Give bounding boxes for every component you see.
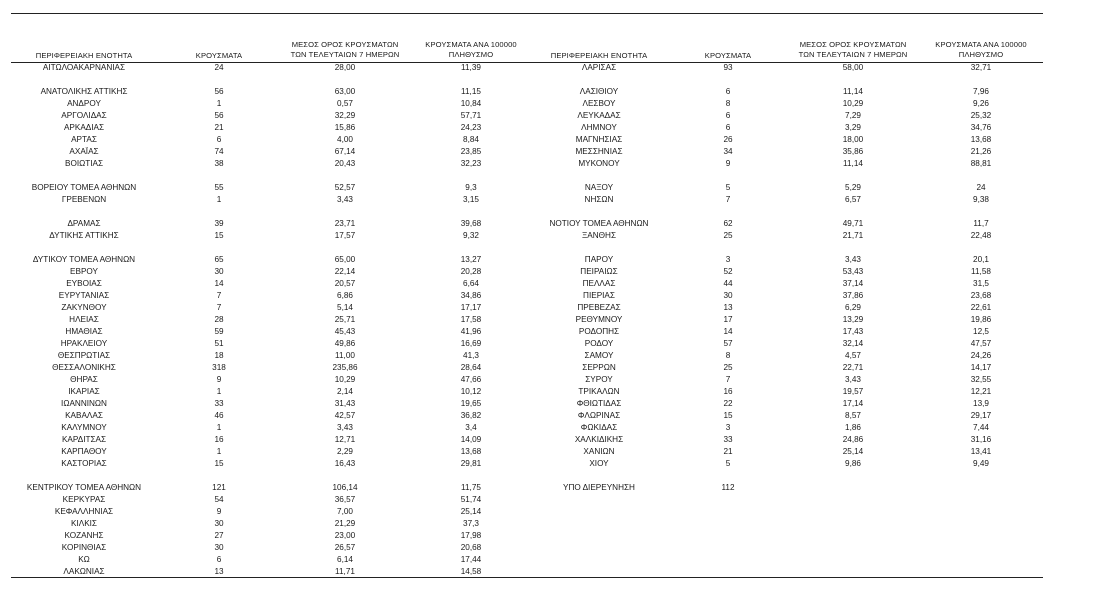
cell-region: ΒΟΡΕΙΟΥ ΤΟΜΕΑ ΑΘΗΝΩΝ xyxy=(31,183,137,192)
cell-region: ΕΥΡΥΤΑΝΙΑΣ xyxy=(58,291,110,300)
cell-region: ΑΝΔΡΟΥ xyxy=(67,99,101,108)
cell-region: ΚΑΣΤΟΡΙΑΣ xyxy=(61,459,107,468)
cell-avg: 2,14 xyxy=(337,387,353,396)
cell-cases: 6 xyxy=(725,87,731,96)
cell-region: ΗΜΑΘΙΑΣ xyxy=(65,327,103,336)
cell-cases: 26 xyxy=(723,135,733,144)
cell-cases: 15 xyxy=(723,411,733,420)
cell-cases: 27 xyxy=(214,531,224,540)
cell-region: ΡΟΔΟΠΗΣ xyxy=(578,327,620,336)
header-per100k-line1: ΚΡΟΥΣΜΑΤΑ ΑΝΑ 100000 xyxy=(935,40,1027,49)
cell-cases: 1 xyxy=(216,195,222,204)
cell-region: ΘΕΣΠΡΩΤΙΑΣ xyxy=(57,351,111,360)
cell-cases: 54 xyxy=(214,495,224,504)
cell-per100k: 39,68 xyxy=(460,219,482,228)
cell-avg: 6,29 xyxy=(845,303,861,312)
cell-avg: 17,57 xyxy=(334,231,356,240)
cell-avg: 7,00 xyxy=(337,507,353,516)
cell-per100k: 11,58 xyxy=(971,267,991,276)
cell-avg: 20,43 xyxy=(334,159,356,168)
cell-region: ΘΗΡΑΣ xyxy=(70,375,98,384)
cell-avg: 22,71 xyxy=(842,363,864,372)
cell-cases: 14 xyxy=(723,327,733,336)
cell-cases: 18 xyxy=(214,351,224,360)
cell-avg: 26,57 xyxy=(334,543,356,552)
cell-region: ΒΟΙΩΤΙΑΣ xyxy=(64,159,104,168)
cell-avg: 3,43 xyxy=(337,423,353,432)
cell-region: ΕΒΡΟΥ xyxy=(70,267,98,276)
cell-per100k: 17,98 xyxy=(460,531,482,540)
cell-per100k: 20,68 xyxy=(460,543,482,552)
cell-cases: 5 xyxy=(725,183,731,192)
cell-cases: 34 xyxy=(723,147,733,156)
cell-avg: 4,57 xyxy=(845,351,861,360)
cell-region: ΛΑΡΙΣΑΣ xyxy=(581,63,617,72)
cell-region: ΛΕΥΚΑΔΑΣ xyxy=(577,111,621,120)
cell-cases: 56 xyxy=(214,87,224,96)
cell-cases: 6 xyxy=(725,123,731,132)
header-per100k-line1: ΚΡΟΥΣΜΑΤΑ ΑΝΑ 100000 xyxy=(425,40,517,49)
cell-region: ΛΗΜΝΟΥ xyxy=(581,123,617,132)
cell-per100k: 22,48 xyxy=(970,231,992,240)
cell-avg: 106,14 xyxy=(332,483,358,492)
cell-cases: 46 xyxy=(214,411,224,420)
cell-per100k: 32,71 xyxy=(970,63,992,72)
cell-per100k: 11,15 xyxy=(461,87,481,96)
cell-avg: 16,43 xyxy=(334,459,356,468)
header-separator-line xyxy=(11,62,1043,63)
cell-per100k: 14,58 xyxy=(460,567,482,576)
cell-per100k: 7,96 xyxy=(973,87,989,96)
cell-cases: 93 xyxy=(723,63,733,72)
cell-avg: 36,57 xyxy=(334,495,356,504)
cell-avg: 17,14 xyxy=(842,399,864,408)
cell-region: ΦΩΚΙΔΑΣ xyxy=(580,423,618,432)
cell-per100k: 9,32 xyxy=(463,231,479,240)
cell-region: ΠΡΕΒΕΖΑΣ xyxy=(577,303,621,312)
cell-avg: 23,71 xyxy=(334,219,356,228)
cell-cases: 38 xyxy=(214,159,224,168)
header-region: ΠΕΡΙΦΕΡΕΙΑΚΗ ΕΝΟΤΗΤΑ xyxy=(550,51,648,60)
cell-cases: 6 xyxy=(725,111,731,120)
cell-per100k: 13,9 xyxy=(973,399,989,408)
cell-avg: 11,71 xyxy=(335,567,355,576)
cell-avg: 6,14 xyxy=(337,555,353,564)
cell-cases: 17 xyxy=(723,315,733,324)
cell-cases: 55 xyxy=(214,183,224,192)
cell-cases: 74 xyxy=(214,147,224,156)
cell-cases: 112 xyxy=(721,483,735,492)
cell-cases: 39 xyxy=(214,219,224,228)
cell-per100k: 23,85 xyxy=(460,147,482,156)
cell-region: ΚΕΝΤΡΙΚΟΥ ΤΟΜΕΑ ΑΘΗΝΩΝ xyxy=(26,483,142,492)
cell-per100k: 9,49 xyxy=(973,459,989,468)
cell-avg: 28,00 xyxy=(334,63,356,72)
cell-region: ΧΙΟΥ xyxy=(589,459,609,468)
cell-avg: 20,57 xyxy=(334,279,356,288)
cell-avg: 21,71 xyxy=(842,231,864,240)
cell-per100k: 34,86 xyxy=(460,291,482,300)
cell-cases: 16 xyxy=(214,435,224,444)
cell-avg: 25,71 xyxy=(334,315,356,324)
cell-cases: 8 xyxy=(725,351,731,360)
cell-region: ΓΡΕΒΕΝΩΝ xyxy=(61,195,107,204)
cell-cases: 1 xyxy=(216,423,222,432)
cell-region: ΑΡΤΑΣ xyxy=(71,135,97,144)
cell-avg: 21,29 xyxy=(334,519,356,528)
cell-avg: 6,86 xyxy=(337,291,353,300)
cell-cases: 51 xyxy=(214,339,224,348)
cell-cases: 13 xyxy=(723,303,733,312)
cell-cases: 65 xyxy=(214,255,224,264)
cell-per100k: 29,17 xyxy=(970,411,992,420)
cell-per100k: 25,32 xyxy=(970,111,992,120)
cell-per100k: 14,09 xyxy=(460,435,482,444)
cell-region: ΥΠΟ ΔΙΕΡΕΥΝΗΣΗ xyxy=(563,483,635,492)
cell-cases: 33 xyxy=(214,399,224,408)
cell-per100k: 17,58 xyxy=(460,315,482,324)
cell-region: ΠΕΛΛΑΣ xyxy=(582,279,616,288)
cell-region: ΛΑΚΩΝΙΑΣ xyxy=(63,567,105,576)
cell-cases: 15 xyxy=(214,459,224,468)
header-per100k-line2: ΠΛΗΘΥΣΜΟ xyxy=(958,50,1004,59)
cell-cases: 15 xyxy=(214,231,224,240)
cell-avg: 10,29 xyxy=(842,99,864,108)
cell-per100k: 11,39 xyxy=(461,63,481,72)
cell-avg: 0,57 xyxy=(337,99,353,108)
cell-region: ΖΑΚΥΝΘΟΥ xyxy=(61,303,107,312)
cell-region: ΗΛΕΙΑΣ xyxy=(69,315,99,324)
cell-cases: 44 xyxy=(723,279,733,288)
cell-region: ΜΕΣΣΗΝΙΑΣ xyxy=(575,147,623,156)
cell-avg: 45,43 xyxy=(334,327,356,336)
header-per100k-line2: ΠΛΗΘΥΣΜΟ xyxy=(448,50,494,59)
cell-avg: 32,14 xyxy=(842,339,864,348)
cell-avg: 2,29 xyxy=(337,447,353,456)
cell-region: ΝΑΞΟΥ xyxy=(584,183,614,192)
cell-cases: 30 xyxy=(214,543,224,552)
cell-avg: 32,29 xyxy=(334,111,356,120)
cell-per100k: 20,28 xyxy=(460,267,482,276)
cell-avg: 7,29 xyxy=(845,111,861,120)
cell-per100k: 88,81 xyxy=(970,159,992,168)
cell-per100k: 29,81 xyxy=(460,459,482,468)
cell-avg: 11,14 xyxy=(843,159,863,168)
cell-avg: 18,00 xyxy=(842,135,864,144)
cell-cases: 62 xyxy=(723,219,733,228)
cell-avg: 12,71 xyxy=(334,435,356,444)
cell-cases: 33 xyxy=(723,435,733,444)
cell-avg: 58,00 xyxy=(842,63,864,72)
cell-cases: 59 xyxy=(214,327,224,336)
cell-region: ΜΥΚΟΝΟΥ xyxy=(578,159,620,168)
cell-cases: 28 xyxy=(214,315,224,324)
cell-per100k: 19,65 xyxy=(460,399,482,408)
cell-per100k: 24 xyxy=(976,183,986,192)
cell-avg: 15,86 xyxy=(334,123,356,132)
cell-avg: 22,14 xyxy=(334,267,356,276)
cell-region: ΑΡΓΟΛΙΔΑΣ xyxy=(61,111,107,120)
cell-per100k: 10,12 xyxy=(460,387,482,396)
cell-cases: 30 xyxy=(723,291,733,300)
cell-region: ΦΛΩΡΙΝΑΣ xyxy=(577,411,621,420)
cell-region: ΠΙΕΡΙΑΣ xyxy=(583,291,615,300)
cell-region: ΚΑΛΥΜΝΟΥ xyxy=(61,423,107,432)
cell-cases: 3 xyxy=(725,423,731,432)
cell-per100k: 12,21 xyxy=(970,387,992,396)
cell-avg: 17,43 xyxy=(842,327,864,336)
cell-region: ΦΘΙΩΤΙΔΑΣ xyxy=(576,399,622,408)
bottom-border-line xyxy=(11,577,1043,578)
cell-avg: 11,00 xyxy=(335,351,355,360)
cell-region: ΙΩΑΝΝΙΝΩΝ xyxy=(61,399,107,408)
cell-region: ΧΑΛΚΙΔΙΚΗΣ xyxy=(574,435,624,444)
top-border-line xyxy=(11,13,1043,14)
cell-region: ΚΩ xyxy=(78,555,90,564)
cell-per100k: 41,3 xyxy=(463,351,479,360)
cell-region: ΚΕΡΚΥΡΑΣ xyxy=(62,495,106,504)
cell-per100k: 17,44 xyxy=(460,555,482,564)
cell-cases: 14 xyxy=(214,279,224,288)
cell-region: ΚΑΡΠΑΘΟΥ xyxy=(61,447,107,456)
cell-region: ΡΕΘΥΜΝΟΥ xyxy=(575,315,623,324)
cell-cases: 1 xyxy=(216,447,222,456)
cell-per100k: 28,64 xyxy=(460,363,482,372)
cell-region: ΚΑΡΔΙΤΣΑΣ xyxy=(61,435,107,444)
cell-region: ΘΕΣΣΑΛΟΝΙΚΗΣ xyxy=(52,363,116,372)
cell-region: ΚΑΒΑΛΑΣ xyxy=(65,411,103,420)
cell-per100k: 32,23 xyxy=(460,159,482,168)
cell-per100k: 34,76 xyxy=(970,123,992,132)
cell-region: ΑΡΚΑΔΙΑΣ xyxy=(63,123,105,132)
cell-cases: 1 xyxy=(216,99,222,108)
cell-avg: 3,43 xyxy=(337,195,353,204)
cell-per100k: 10,84 xyxy=(460,99,482,108)
cell-avg: 24,86 xyxy=(842,435,864,444)
cell-per100k: 24,23 xyxy=(460,123,482,132)
cell-avg: 9,86 xyxy=(845,459,861,468)
cell-avg: 3,29 xyxy=(845,123,861,132)
cell-region: ΑΝΑΤΟΛΙΚΗΣ ΑΤΤΙΚΗΣ xyxy=(40,87,128,96)
cell-region: ΗΡΑΚΛΕΙΟΥ xyxy=(60,339,108,348)
cell-cases: 30 xyxy=(214,519,224,528)
cell-per100k: 51,74 xyxy=(460,495,482,504)
cell-per100k: 7,44 xyxy=(973,423,989,432)
cell-per100k: 13,27 xyxy=(460,255,482,264)
cell-per100k: 11,7 xyxy=(973,219,989,228)
cell-region: ΚΟΡΙΝΘΙΑΣ xyxy=(61,543,107,552)
cell-region: ΛΕΣΒΟΥ xyxy=(582,99,616,108)
cell-avg: 3,43 xyxy=(845,375,861,384)
cell-avg: 235,86 xyxy=(332,363,358,372)
cell-cases: 21 xyxy=(723,447,733,456)
cell-cases: 7 xyxy=(725,195,731,204)
cell-per100k: 47,66 xyxy=(460,375,482,384)
cell-per100k: 23,68 xyxy=(970,291,992,300)
cell-region: ΠΕΙΡΑΙΩΣ xyxy=(580,267,618,276)
cell-cases: 8 xyxy=(725,99,731,108)
cell-cases: 25 xyxy=(723,231,733,240)
cell-per100k: 21,26 xyxy=(970,147,992,156)
header-cases: ΚΡΟΥΣΜΑΤΑ xyxy=(195,51,243,60)
cell-cases: 1 xyxy=(216,387,222,396)
cell-region: ΣΑΜΟΥ xyxy=(584,351,614,360)
cell-cases: 9 xyxy=(216,375,222,384)
cell-per100k: 16,69 xyxy=(460,339,482,348)
cell-per100k: 36,82 xyxy=(460,411,482,420)
cell-per100k: 8,84 xyxy=(463,135,479,144)
cell-cases: 13 xyxy=(214,567,224,576)
cell-region: ΔΥΤΙΚΟΥ ΤΟΜΕΑ ΑΘΗΝΩΝ xyxy=(32,255,136,264)
cell-per100k: 9,3 xyxy=(465,183,477,192)
cell-region: ΑΧΑΪΑΣ xyxy=(69,147,99,156)
cell-per100k: 24,26 xyxy=(970,351,992,360)
cell-avg: 31,43 xyxy=(334,399,356,408)
cell-cases: 5 xyxy=(725,459,731,468)
cell-cases: 318 xyxy=(212,363,226,372)
cell-region: ΔΡΑΜΑΣ xyxy=(67,219,101,228)
header-avg-line1: ΜΕΣΟΣ ΟΡΟΣ ΚΡΟΥΣΜΑΤΩΝ xyxy=(291,40,399,49)
cell-cases: 7 xyxy=(216,291,222,300)
cell-per100k: 14,17 xyxy=(970,363,992,372)
cell-per100k: 9,38 xyxy=(973,195,989,204)
header-region: ΠΕΡΙΦΕΡΕΙΑΚΗ ΕΝΟΤΗΤΑ xyxy=(35,51,133,60)
cell-per100k: 13,41 xyxy=(970,447,992,456)
cell-avg: 19,57 xyxy=(842,387,864,396)
cell-region: ΜΑΓΝΗΣΙΑΣ xyxy=(575,135,623,144)
cell-per100k: 25,14 xyxy=(460,507,482,516)
cell-region: ΔΥΤΙΚΗΣ ΑΤΤΙΚΗΣ xyxy=(49,231,119,240)
cell-per100k: 47,57 xyxy=(970,339,992,348)
cell-avg: 8,57 xyxy=(845,411,861,420)
cell-cases: 52 xyxy=(723,267,733,276)
cell-per100k: 22,61 xyxy=(970,303,992,312)
cell-cases: 57 xyxy=(723,339,733,348)
cell-cases: 30 xyxy=(214,267,224,276)
cell-per100k: 37,3 xyxy=(463,519,479,528)
cell-region: ΤΡΙΚΑΛΩΝ xyxy=(578,387,620,396)
cell-per100k: 6,64 xyxy=(463,279,479,288)
cell-region: ΕΥΒΟΙΑΣ xyxy=(66,279,102,288)
cell-region: ΝΗΣΩΝ xyxy=(584,195,614,204)
cell-per100k: 32,55 xyxy=(970,375,992,384)
cell-avg: 10,29 xyxy=(334,375,356,384)
header-avg-line2: ΤΩΝ ΤΕΛΕΥΤΑΙΩΝ 7 ΗΜΕΡΩΝ xyxy=(798,50,908,59)
cell-region: ΝΟΤΙΟΥ ΤΟΜΕΑ ΑΘΗΝΩΝ xyxy=(549,219,649,228)
cell-avg: 5,14 xyxy=(337,303,353,312)
cell-cases: 9 xyxy=(725,159,731,168)
cell-region: ΚΕΦΑΛΛΗΝΙΑΣ xyxy=(54,507,114,516)
cell-avg: 1,86 xyxy=(845,423,861,432)
cell-cases: 25 xyxy=(723,363,733,372)
cell-region: ΣΥΡΟΥ xyxy=(585,375,613,384)
cell-cases: 56 xyxy=(214,111,224,120)
cell-per100k: 9,26 xyxy=(973,99,989,108)
cell-per100k: 3,4 xyxy=(465,423,477,432)
cell-region: ΠΑΡΟΥ xyxy=(584,255,614,264)
cell-per100k: 13,68 xyxy=(970,135,992,144)
cell-avg: 4,00 xyxy=(337,135,353,144)
cell-cases: 6 xyxy=(216,555,222,564)
cell-per100k: 3,15 xyxy=(463,195,479,204)
cell-per100k: 20,1 xyxy=(973,255,989,264)
cell-cases: 24 xyxy=(214,63,224,72)
cell-cases: 21 xyxy=(214,123,224,132)
cell-avg: 37,86 xyxy=(842,291,864,300)
cell-per100k: 31,16 xyxy=(970,435,992,444)
cell-cases: 3 xyxy=(725,255,731,264)
cell-cases: 22 xyxy=(723,399,733,408)
cell-avg: 11,14 xyxy=(843,87,863,96)
cell-region: ΞΑΝΘΗΣ xyxy=(581,231,617,240)
header-avg-line2: ΤΩΝ ΤΕΛΕΥΤΑΙΩΝ 7 ΗΜΕΡΩΝ xyxy=(290,50,400,59)
cell-avg: 6,57 xyxy=(845,195,861,204)
cell-region: ΚΟΖΑΝΗΣ xyxy=(64,531,104,540)
cell-per100k: 13,68 xyxy=(460,447,482,456)
cell-avg: 42,57 xyxy=(334,411,356,420)
cell-region: ΛΑΣΙΘΙΟΥ xyxy=(579,87,619,96)
cell-avg: 13,29 xyxy=(842,315,864,324)
cell-region: ΙΚΑΡΙΑΣ xyxy=(68,387,100,396)
cell-avg: 52,57 xyxy=(334,183,356,192)
cell-region: ΚΙΛΚΙΣ xyxy=(70,519,98,528)
cell-per100k: 11,75 xyxy=(461,483,481,492)
cell-cases: 16 xyxy=(723,387,733,396)
cell-cases: 7 xyxy=(725,375,731,384)
cell-avg: 67,14 xyxy=(334,147,356,156)
cell-per100k: 31,5 xyxy=(973,279,989,288)
cell-cases: 9 xyxy=(216,507,222,516)
header-avg-line1: ΜΕΣΟΣ ΟΡΟΣ ΚΡΟΥΣΜΑΤΩΝ xyxy=(799,40,907,49)
cell-per100k: 12,5 xyxy=(973,327,989,336)
cell-cases: 121 xyxy=(212,483,226,492)
cell-avg: 49,71 xyxy=(842,219,864,228)
cell-region: ΡΟΔΟΥ xyxy=(584,339,614,348)
header-cases: ΚΡΟΥΣΜΑΤΑ xyxy=(704,51,752,60)
cell-avg: 23,00 xyxy=(334,531,356,540)
cell-per100k: 19,86 xyxy=(970,315,992,324)
cell-per100k: 57,71 xyxy=(460,111,482,120)
cell-avg: 53,43 xyxy=(842,267,864,276)
cell-avg: 3,43 xyxy=(845,255,861,264)
cell-avg: 25,14 xyxy=(842,447,864,456)
cell-region: ΧΑΝΙΩΝ xyxy=(583,447,615,456)
cell-region: ΣΕΡΡΩΝ xyxy=(582,363,616,372)
cell-avg: 49,86 xyxy=(334,339,356,348)
cell-region: ΑΙΤΩΛΟΑΚΑΡΝΑΝΙΑΣ xyxy=(42,63,126,72)
cell-per100k: 17,17 xyxy=(460,303,482,312)
cell-avg: 63,00 xyxy=(334,87,356,96)
cell-cases: 7 xyxy=(216,303,222,312)
cell-cases: 6 xyxy=(216,135,222,144)
cell-avg: 37,14 xyxy=(842,279,864,288)
cell-avg: 35,86 xyxy=(842,147,864,156)
cell-avg: 65,00 xyxy=(334,255,356,264)
cell-avg: 5,29 xyxy=(845,183,861,192)
cell-per100k: 41,96 xyxy=(460,327,482,336)
